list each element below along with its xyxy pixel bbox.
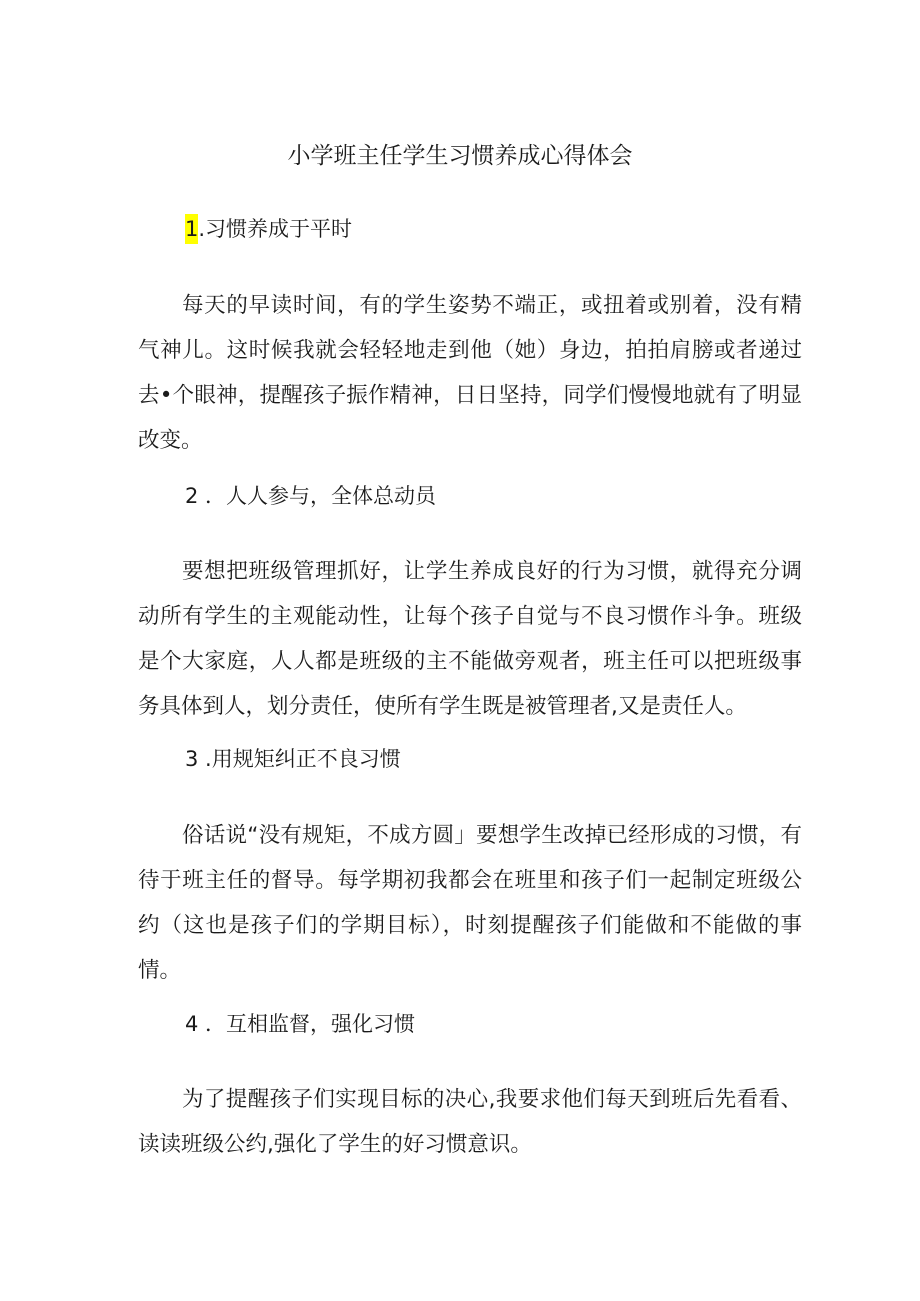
section-heading-text-1: .习惯养成于平时 <box>198 217 353 241</box>
section-number-1: 1 <box>185 214 198 244</box>
section-number-3: 3 <box>185 747 199 771</box>
section-number-4: 4 <box>185 1012 199 1036</box>
section-heading-4 <box>185 1009 415 1039</box>
section-paragraph-3: 俗话说“没有规矩，不成方圆」要想学生改掉已经形成的习惯，有待于班主任的督导。每学期初我都会在班里和孩子们一起制定班级公约（这也是孩子们的学期目标），时刻提醒孩子们能做和不能做的事情。 <box>138 823 802 983</box>
document-title: 小学班主任学生习惯养成心得体会 <box>287 143 633 169</box>
section-heading-text-2: ．人人参与，全体总动员 <box>198 484 437 508</box>
section-paragraph-2: 要想把班级管理抓好，让学生养成良好的行为习惯，就得充分调动所有学生的主观能动性，让每个孩子自觉与不良习惯作斗争。班级是个大家庭，人人都是班级的主不能做旁观者，班主任可以把班级事务具体到人，划分责任，使所有学生既是被管理者,又是责任人。 <box>138 559 802 719</box>
section-heading-3 <box>185 744 401 774</box>
section-paragraph-4: 为了提醒孩子们实现目标的决心,我要求他们每天到班后先看看、读读班级公约,强化了学生的好习惯意识。 <box>138 1087 802 1157</box>
section-heading-2 <box>185 481 436 511</box>
section-number-2: 2 <box>185 484 199 508</box>
section-heading-1 <box>185 214 352 244</box>
section-paragraph-1: 每天的早读时间，有的学生姿势不端正，或扭着或别着，没有精气神儿。这时候我就会轻轻地走到他（她）身边，拍拍肩膀或者递过去•个眼神，提醒孩子振作精神，日日坚持，同学们慢慢地就有了明显改变。 <box>138 293 802 453</box>
section-heading-text-3: .用规矩纠正不良习惯 <box>198 747 401 771</box>
section-heading-text-4: ．互相监督，强化习惯 <box>198 1012 416 1036</box>
